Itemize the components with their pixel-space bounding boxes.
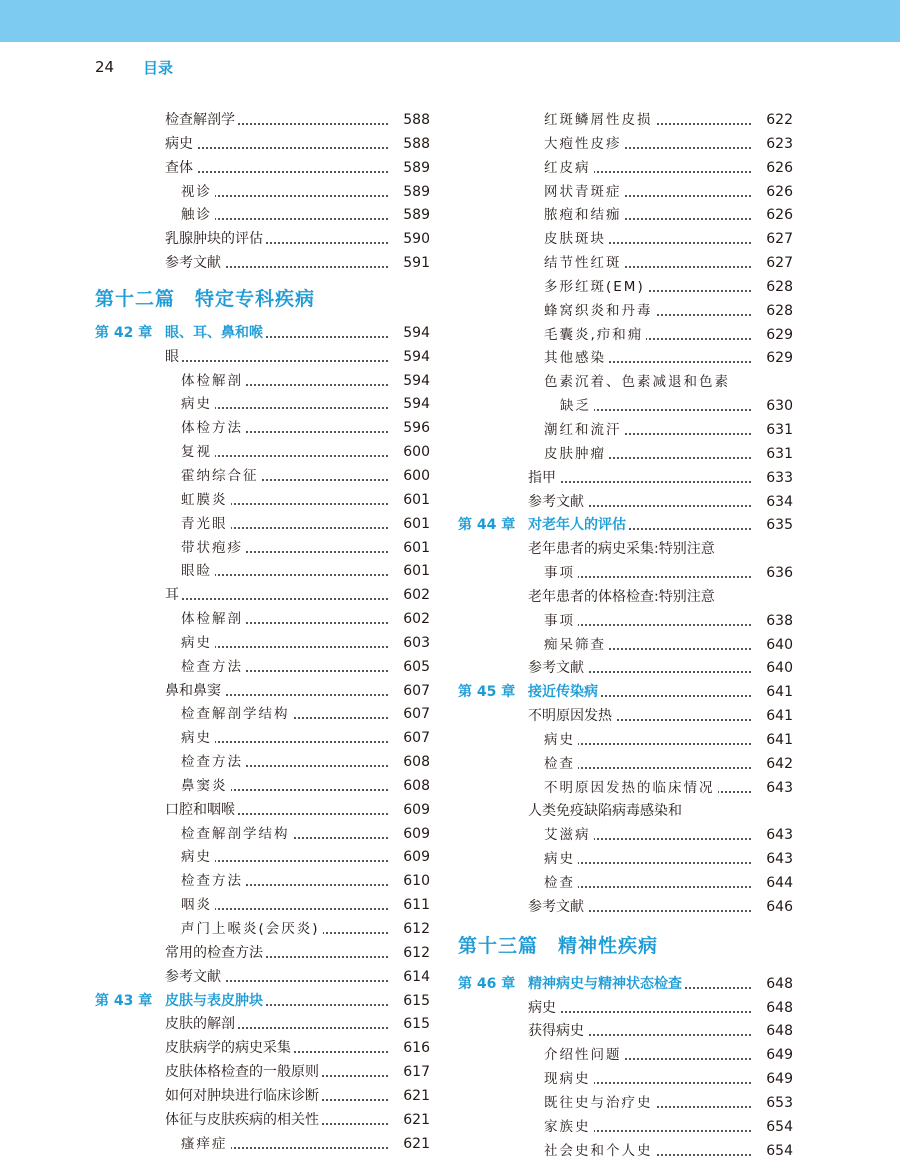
entry-title: 接近传染病 [528, 681, 601, 705]
entry-title: 皮肤病学的病史采集 [165, 1037, 294, 1061]
toc-entry [458, 657, 793, 681]
entry-page-number: 600 [403, 467, 430, 484]
entry-title: 事项 [544, 562, 578, 586]
entry-page-number: 640 [766, 660, 793, 677]
entry-page-number: 603 [403, 634, 430, 651]
toc-entry [95, 894, 430, 918]
entry-page-number: 594 [403, 372, 430, 389]
entry-page-number: 589 [403, 183, 430, 200]
entry-title: 体检解剖 [181, 370, 246, 394]
entry-page-number: 627 [766, 231, 793, 248]
dot-leader [165, 360, 388, 362]
toc-entry [95, 560, 430, 584]
entry-page-number: 614 [403, 968, 430, 985]
entry-page-number: 601 [403, 539, 430, 556]
entry-title: 红皮病 [544, 157, 594, 181]
entry-page-number: 621 [403, 1087, 430, 1104]
entry-title: 鼻和鼻窦 [165, 680, 224, 704]
entry-page-number: 615 [403, 992, 430, 1009]
entry-title: 艾滋病 [544, 824, 594, 848]
entry-title: 如何对肿块进行临床诊断 [165, 1085, 322, 1109]
entry-title: 病史 [181, 393, 215, 417]
toc-entry [95, 513, 430, 537]
toc-entry [458, 1116, 793, 1140]
toc-entry [458, 491, 793, 515]
entry-title: 其他感染 [544, 347, 609, 371]
toc-entry [95, 181, 430, 205]
entry-title: 查体 [165, 157, 196, 181]
entry-title: 检查方法 [181, 751, 246, 775]
entry-title: 老年患者的病史采集:特别注意 [528, 538, 718, 562]
entry-title: 检查 [544, 872, 578, 896]
entry-page-number: 602 [403, 587, 430, 604]
entry-title: 瘙痒症 [181, 1133, 231, 1157]
top-color-band [0, 0, 900, 42]
entry-title: 老年患者的体格检查:特别注意 [528, 586, 718, 610]
entry-title: 病史 [181, 632, 215, 656]
chapter-entry [458, 514, 793, 538]
entry-page-number: 589 [403, 159, 430, 176]
entry-page-number: 617 [403, 1064, 430, 1081]
toc-entry [95, 393, 430, 417]
entry-title: 皮肤体格检查的一般原则 [165, 1061, 322, 1085]
entry-page-number: 654 [766, 1142, 793, 1159]
toc-entry [458, 997, 793, 1021]
toc-entry [458, 252, 793, 276]
toc-entry [458, 181, 793, 205]
entry-page-number: 648 [766, 999, 793, 1016]
entry-page-number: 609 [403, 825, 430, 842]
entry-page-number: 596 [403, 420, 430, 437]
entry-page-number: 591 [403, 255, 430, 272]
entry-title: 体检方法 [181, 417, 246, 441]
entry-page-number: 616 [403, 1040, 430, 1057]
entry-title: 结节性红斑 [544, 252, 625, 276]
toc-entry [458, 1092, 793, 1116]
entry-title: 视诊 [181, 181, 215, 205]
entry-title: 检查方法 [181, 870, 246, 894]
entry-title: 参考文献 [528, 896, 587, 920]
toc-entry [95, 1037, 430, 1061]
toc-entry [95, 1061, 430, 1085]
entry-page-number: 640 [766, 636, 793, 653]
entry-page-number: 623 [766, 135, 793, 152]
entry-page-number: 636 [766, 565, 793, 582]
toc-entry [458, 1068, 793, 1092]
entry-page-number: 610 [403, 873, 430, 890]
entry-page-number: 612 [403, 944, 430, 961]
toc-entry [95, 632, 430, 656]
toc-entry [458, 133, 793, 157]
chapter-number: 第 46 章 [458, 975, 516, 992]
entry-page-number: 628 [766, 278, 793, 295]
toc-entry [458, 109, 793, 133]
entry-page-number: 608 [403, 777, 430, 794]
toc-entry [458, 705, 793, 729]
entry-title: 事项 [544, 610, 578, 634]
entry-page-number: 622 [766, 112, 793, 128]
part-title: 第十三篇 精神性疾病 [458, 920, 661, 973]
entry-title: 现病史 [544, 1068, 594, 1092]
entry-title: 病史 [165, 133, 196, 157]
entry-page-number: 634 [766, 493, 793, 510]
entry-title: 既往史与治疗史 [544, 1092, 656, 1116]
entry-page-number: 626 [766, 207, 793, 224]
entry-title: 参考文献 [528, 491, 587, 515]
toc-entry [458, 347, 793, 371]
chapter-entry [95, 322, 430, 346]
toc-entry [95, 109, 430, 133]
dot-leader [165, 147, 388, 149]
toc-entry [95, 465, 430, 489]
entry-page-number: 648 [766, 975, 793, 992]
entry-title: 毛囊炎,疖和痈 [544, 324, 646, 348]
entry-title: 触诊 [181, 204, 215, 228]
entry-title: 参考文献 [528, 657, 587, 681]
toc-entry [95, 608, 430, 632]
entry-title: 病史 [544, 848, 578, 872]
toc-entry [95, 966, 430, 990]
entry-page-number: 641 [766, 708, 793, 725]
entry-title: 家族史 [544, 1116, 594, 1140]
entry-title: 病史 [528, 997, 559, 1021]
entry-title: 色素沉着、色素减退和色素 [544, 371, 733, 395]
toc-entry [95, 751, 430, 775]
entry-title: 耳 [165, 584, 182, 608]
entry-page-number: 643 [766, 827, 793, 844]
toc-entry [95, 204, 430, 228]
entry-title: 皮肤与表皮肿块 [165, 990, 266, 1014]
entry-title: 病史 [181, 727, 215, 751]
entry-page-number: 654 [766, 1118, 793, 1135]
toc-entry [458, 634, 793, 658]
entry-title: 检查 [544, 753, 578, 777]
entry-title: 复视 [181, 441, 215, 465]
toc-entry [458, 800, 793, 824]
toc-entry [95, 942, 430, 966]
entry-page-number: 607 [403, 730, 430, 747]
entry-page-number: 609 [403, 801, 430, 818]
entry-page-number: 588 [403, 112, 430, 128]
entry-page-number: 594 [403, 348, 430, 365]
toc-entry [95, 1133, 430, 1157]
toc-entry [458, 610, 793, 634]
entry-title: 不明原因发热的临床情况 [544, 777, 718, 801]
entry-page-number: 611 [403, 897, 430, 914]
entry-page-number: 607 [403, 706, 430, 723]
entry-title: 检查解剖学结构 [181, 823, 293, 847]
entry-page-number: 633 [766, 469, 793, 486]
toc-entry [95, 537, 430, 561]
toc-entry [95, 799, 430, 823]
toc-entry [95, 680, 430, 704]
entry-page-number: 594 [403, 324, 430, 341]
entry-title: 红斑鳞屑性皮损 [544, 109, 656, 133]
entry-title: 皮肤的解剖 [165, 1013, 238, 1037]
entry-title: 指甲 [528, 467, 559, 491]
dot-leader [528, 481, 751, 483]
toc-entry [95, 1085, 430, 1109]
entry-page-number: 641 [766, 731, 793, 748]
entry-page-number: 649 [766, 1071, 793, 1088]
entry-page-number: 638 [766, 612, 793, 629]
entry-page-number: 626 [766, 159, 793, 176]
entry-page-number: 644 [766, 875, 793, 891]
entry-title: 缺乏 [560, 395, 594, 419]
entry-title: 网状青斑症 [544, 181, 625, 205]
toc-entry [458, 1140, 793, 1163]
entry-page-number: 588 [403, 135, 430, 152]
entry-page-number: 594 [403, 396, 430, 413]
entry-title: 皮肤斑块 [544, 228, 609, 252]
entry-page-number: 649 [766, 1047, 793, 1064]
entry-title: 皮肤肿瘤 [544, 443, 609, 467]
entry-title: 对老年人的评估 [528, 514, 629, 538]
entry-title: 青光眼 [181, 513, 231, 537]
entry-page-number: 615 [403, 1016, 430, 1033]
entry-page-number: 641 [766, 684, 793, 701]
toc-entry [95, 1109, 430, 1133]
entry-title: 病史 [181, 846, 215, 870]
toc-entry [458, 824, 793, 848]
toc-entry [95, 346, 430, 370]
entry-page-number: 628 [766, 302, 793, 319]
toc-entry [458, 204, 793, 228]
dot-leader [165, 598, 388, 600]
entry-title: 霍纳综合征 [181, 465, 262, 489]
entry-title: 不明原因发热 [528, 705, 615, 729]
toc-entry [95, 228, 430, 252]
toc-entry [95, 823, 430, 847]
entry-page-number: 626 [766, 183, 793, 200]
entry-title: 参考文献 [165, 966, 224, 990]
entry-page-number: 602 [403, 611, 430, 628]
entry-title: 介绍性问题 [544, 1044, 625, 1068]
entry-page-number: 643 [766, 851, 793, 868]
toc-entry [95, 489, 430, 513]
entry-page-number: 608 [403, 754, 430, 771]
toc-entry [458, 300, 793, 324]
entry-title: 咽炎 [181, 894, 215, 918]
entry-title: 声门上喉炎(会厌炎) [181, 918, 323, 942]
toc-entry [95, 252, 430, 276]
part-heading [95, 276, 430, 322]
toc-entry [458, 848, 793, 872]
entry-page-number: 600 [403, 444, 430, 461]
chapter-entry [458, 973, 793, 997]
entry-page-number: 631 [766, 445, 793, 462]
toc-entry [458, 1020, 793, 1044]
entry-page-number: 605 [403, 658, 430, 675]
entry-title: 鼻窦炎 [181, 775, 231, 799]
toc-entry [95, 1013, 430, 1037]
toc-entry [95, 846, 430, 870]
chapter-entry [458, 681, 793, 705]
toc-entry [95, 133, 430, 157]
toc-entry [95, 775, 430, 799]
chapter-entry [95, 990, 430, 1014]
entry-title: 眼 [165, 346, 182, 370]
dot-leader [528, 1011, 751, 1013]
toc-entry [458, 562, 793, 586]
entry-page-number: 631 [766, 421, 793, 438]
toc-entry [458, 419, 793, 443]
entry-title: 带状疱疹 [181, 537, 246, 561]
entry-page-number: 646 [766, 898, 793, 915]
entry-title: 社会史和个人史 [544, 1140, 656, 1163]
toc-entry [95, 441, 430, 465]
toc-entry [95, 370, 430, 394]
entry-title: 参考文献 [165, 252, 224, 276]
toc-entry [458, 777, 793, 801]
entry-title: 检查解剖学 [165, 109, 238, 133]
entry-title: 病史 [544, 729, 578, 753]
toc-entry [95, 656, 430, 680]
entry-title: 脓疱和结痂 [544, 204, 625, 228]
toc-entry [458, 443, 793, 467]
toc-entry [458, 467, 793, 491]
part-heading [458, 920, 793, 973]
toc-entry [458, 586, 793, 610]
toc-entry [458, 157, 793, 181]
dot-leader [165, 171, 388, 173]
entry-page-number: 621 [403, 1135, 430, 1152]
entry-title: 常用的检查方法 [165, 942, 266, 966]
page-header [0, 42, 900, 92]
toc-entry [458, 395, 793, 419]
entry-title: 获得病史 [528, 1020, 587, 1044]
toc-entry [95, 417, 430, 441]
entry-title: 人类免疫缺陷病毒感染和 [528, 800, 685, 824]
entry-title: 乳腺肿块的评估 [165, 228, 266, 252]
toc-entry [458, 538, 793, 562]
entry-title: 检查解剖学结构 [181, 703, 293, 727]
page-number: 24 [95, 58, 115, 76]
entry-page-number: 601 [403, 491, 430, 508]
toc-entry [458, 371, 793, 395]
entry-title: 大疱性皮疹 [544, 133, 625, 157]
entry-page-number: 642 [766, 755, 793, 772]
entry-title: 眼、耳、鼻和喉 [165, 322, 266, 346]
part-title: 第十二篇 特定专科疾病 [95, 276, 318, 322]
entry-page-number: 612 [403, 921, 430, 937]
entry-page-number: 609 [403, 849, 430, 866]
entry-title: 蜂窝织炎和丹毒 [544, 300, 656, 324]
toc-entry [458, 729, 793, 753]
toc-entry [95, 918, 430, 942]
entry-title: 体征与皮肤疾病的相关性 [165, 1109, 322, 1133]
toc-entry [458, 872, 793, 896]
entry-title: 痴呆筛查 [544, 634, 609, 658]
entry-page-number: 590 [403, 231, 430, 248]
toc-entry [95, 157, 430, 181]
toc-entry [458, 228, 793, 252]
entry-page-number: 627 [766, 255, 793, 272]
entry-title: 潮红和流汗 [544, 419, 625, 443]
entry-title: 精神病史与精神状态检查 [528, 973, 685, 997]
toc-entry [95, 727, 430, 751]
entry-page-number: 629 [766, 326, 793, 343]
entry-page-number: 630 [766, 398, 793, 415]
toc-entry [458, 276, 793, 300]
entry-page-number: 601 [403, 563, 430, 580]
entry-page-number: 607 [403, 682, 430, 699]
toc-entry [95, 703, 430, 727]
chapter-number: 第 43 章 [95, 992, 153, 1009]
chapter-number: 第 45 章 [458, 684, 516, 701]
toc-entry [458, 1044, 793, 1068]
toc-entry [458, 896, 793, 920]
entry-page-number: 589 [403, 207, 430, 224]
toc-right-column [458, 109, 793, 1163]
toc-entry [95, 870, 430, 894]
entry-title: 眼睑 [181, 560, 215, 584]
chapter-number: 第 42 章 [95, 324, 153, 341]
entry-page-number: 643 [766, 779, 793, 796]
toc-left-column [95, 109, 430, 1156]
entry-page-number: 601 [403, 515, 430, 532]
entry-page-number: 621 [403, 1111, 430, 1128]
entry-page-number: 629 [766, 350, 793, 367]
entry-page-number: 653 [766, 1094, 793, 1111]
entry-title: 虹膜炎 [181, 489, 231, 513]
entry-title: 体检解剖 [181, 608, 246, 632]
entry-title: 口腔和咽喉 [165, 799, 238, 823]
toc-entry [95, 584, 430, 608]
entry-page-number: 648 [766, 1023, 793, 1040]
entry-page-number: 635 [766, 517, 793, 534]
running-title: 目录 [143, 59, 174, 77]
entry-title: 检查方法 [181, 656, 246, 680]
entry-title: 多形红斑(EM) [544, 276, 648, 300]
toc-entry [458, 324, 793, 348]
chapter-number: 第 44 章 [458, 517, 516, 534]
toc-entry [458, 753, 793, 777]
